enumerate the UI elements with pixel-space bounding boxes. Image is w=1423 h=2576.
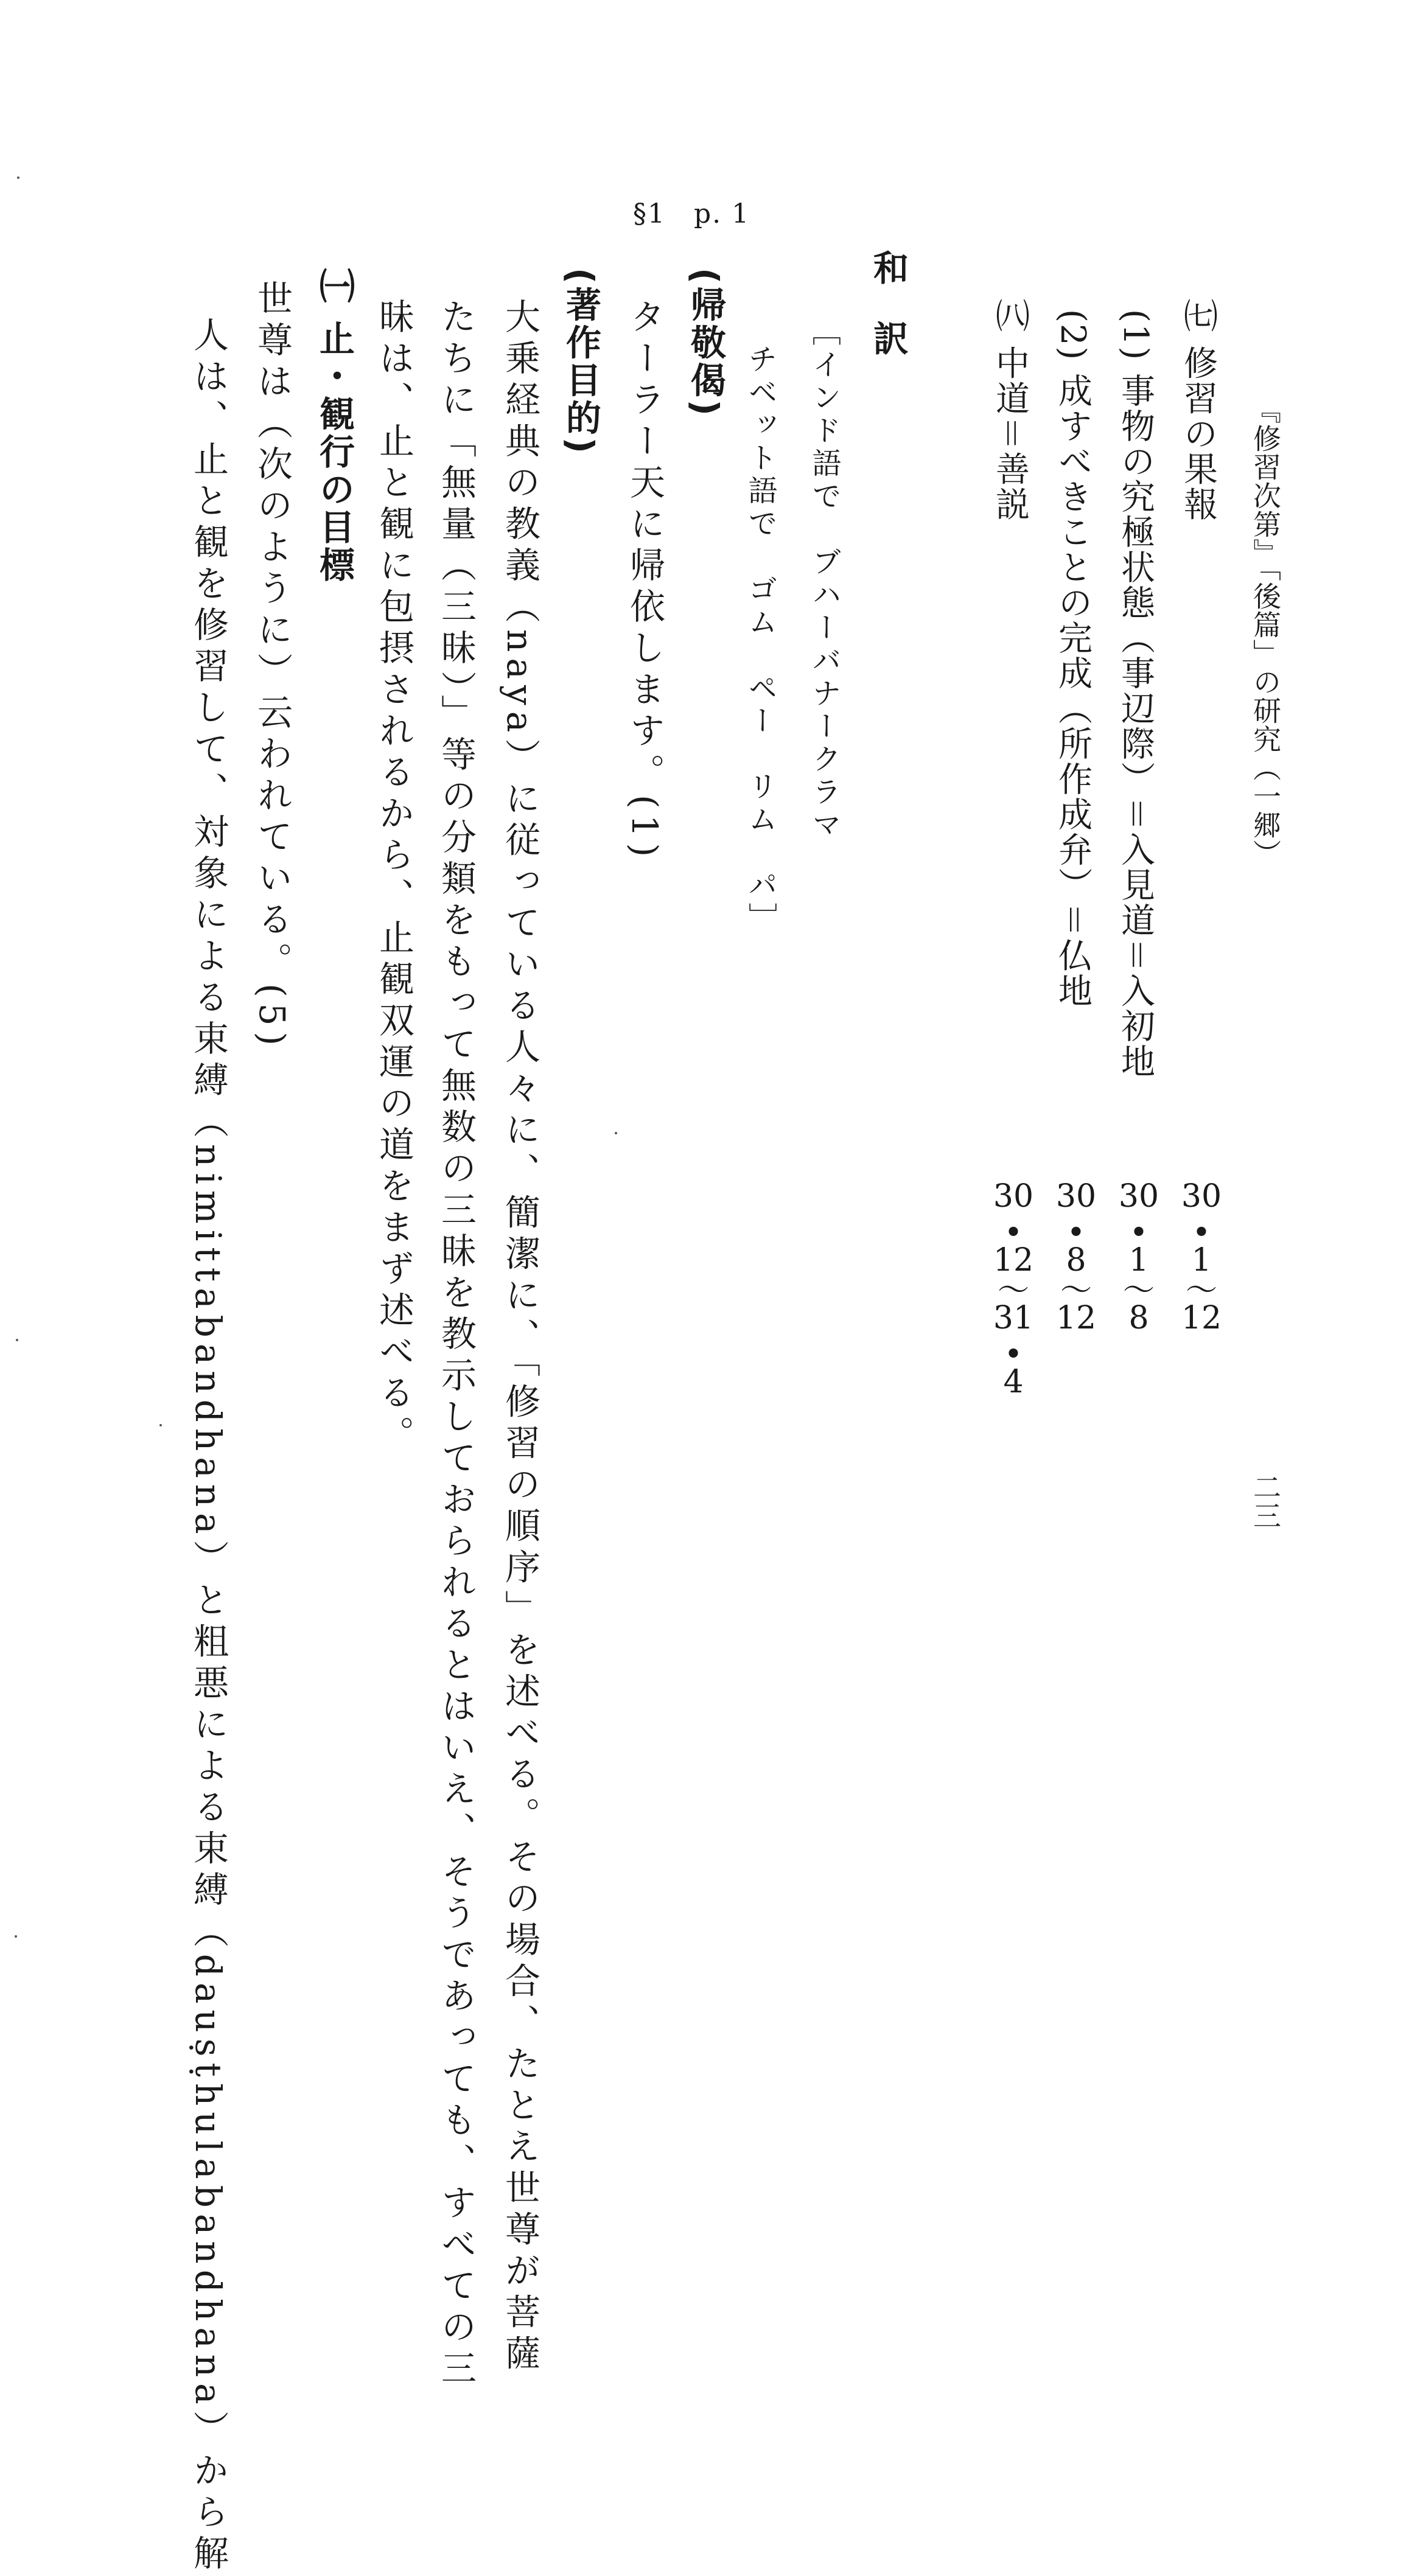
scan-speck (17, 176, 19, 179)
toc-item-8: ㈧ 中道＝善説 (990, 298, 1030, 522)
section-1-line-1: 世尊は（次のように）云われている。(5) (251, 280, 293, 1052)
scan-speck (159, 1424, 162, 1426)
scan-speck (615, 1132, 617, 1134)
scan-speck (16, 1339, 18, 1341)
toc-item-7: ㈦ 修習の果報 (1178, 298, 1218, 522)
title-indic: ［インド語で ブハーバナークラマ (807, 316, 841, 842)
title-tibetan: チベット語で ゴム ペー リム パ］ (743, 344, 777, 935)
purpose-line-1: 大乗経典の教義（naya）に従っている人々に、簡潔に、「修習の順序」を述べる。その場合、たとえ世尊が菩薩 (499, 298, 540, 2376)
homage-text: ターラー天に帰依します。(1) (624, 298, 665, 864)
homage-heading: (帰敬偈) (685, 268, 726, 419)
page-number: 二三 (1249, 1473, 1282, 1530)
purpose-heading: (著作目的) (560, 268, 601, 456)
purpose-line-3: 昧は、止と観に包摂されるから、止観双運の道をまず述べる。 (373, 298, 414, 1457)
section-1-heading: ㈠ 止・観行の目標 (313, 268, 355, 585)
toc-item-7-2: (2) 成すべきことの完成（所作成弁）＝仏地 (1053, 309, 1093, 1009)
section-1-line-2: 人は、止と観を修習して、対象による束縛（nimittabandhana）と粗悪による束縛（dauṣṭhulabandhana）から解 (187, 316, 229, 2576)
scan-speck (15, 1935, 17, 1938)
section-ref: §1 p. 1 (633, 198, 750, 229)
purpose-line-2: たちに「無量（三昧）」等の分類をもって無数の三昧を教示しておられるとはいえ、そうであっても、すべての三 (435, 298, 477, 2391)
section-title: 和 訳 (867, 250, 909, 355)
toc-item-7-1: (1) 事物の究極状態（事辺際）＝入見道＝入初地 (1116, 309, 1155, 1080)
running-head-title: 『修習次第』「後篇」の研究（一郷） (1249, 396, 1282, 868)
